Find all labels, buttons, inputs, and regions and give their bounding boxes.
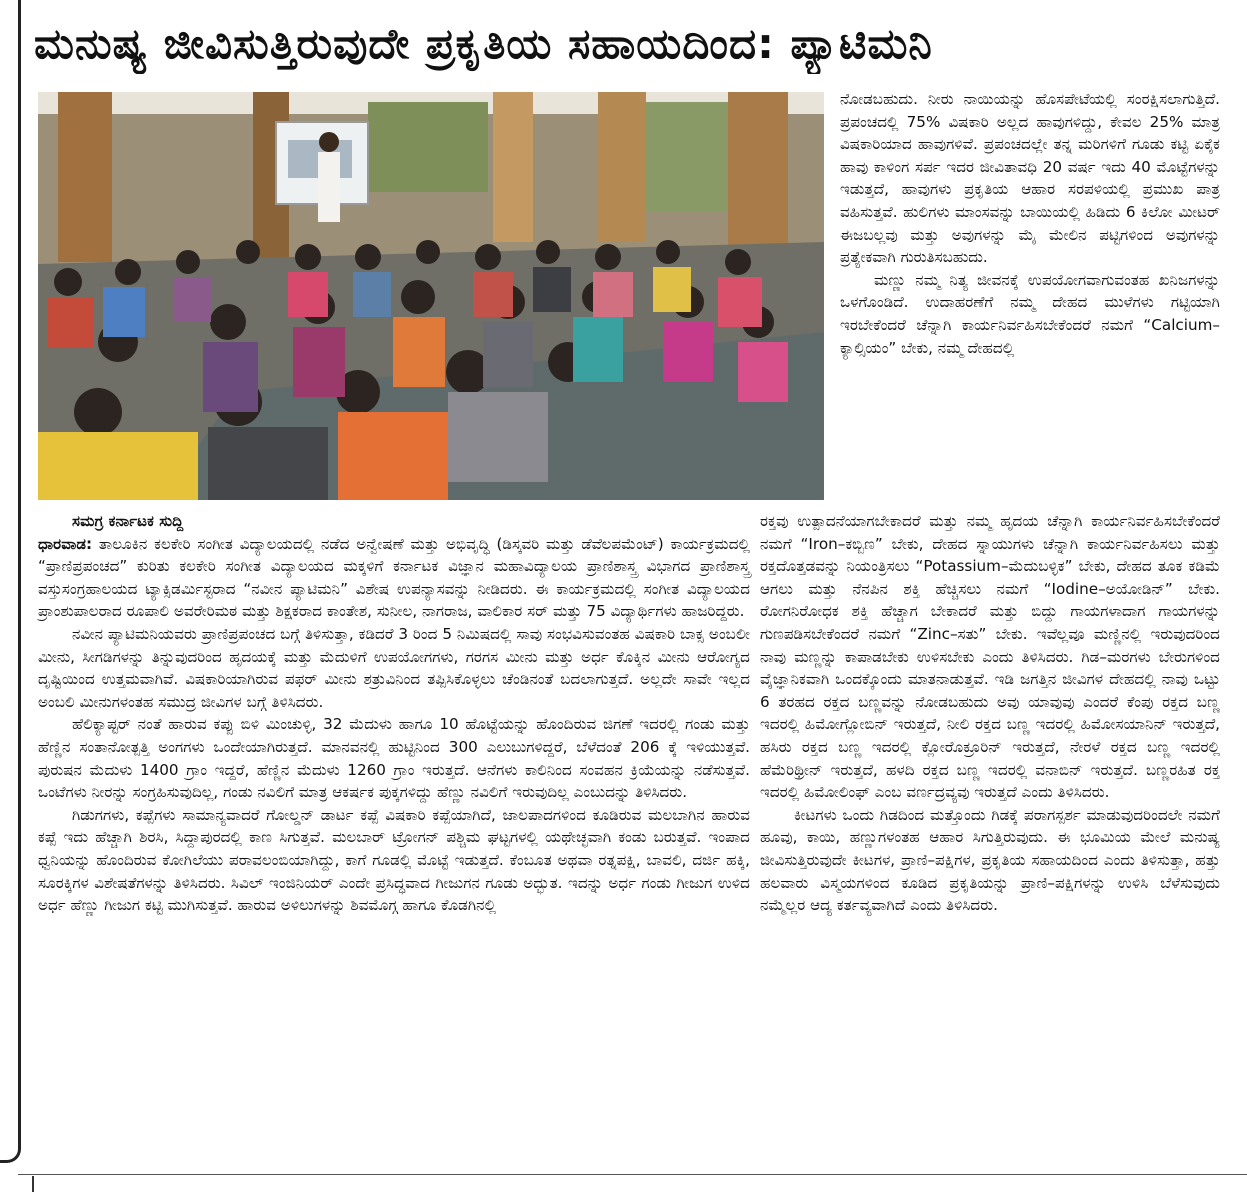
paragraph: ಮಣ್ಣು ನಮ್ಮ ನಿತ್ಯ ಜೀವನಕ್ಕೆ ಉಪಯೋಗವಾಗುವಂತಹ ಖನಿಜಗಳನ್ನು ಒಳಗೊಂಡಿದೆ. ಉದಾಹರಣೆಗೆ ನಮ್ಮ ದೇಹದ ಮುಳೆಗಳು ಗಟ್ಟಿಯಾಗಿ ಇರಬೇಕೆಂದರೆ ಚೆನ್ನಾಗಿ ಕಾರ್ಯನಿರ್ವಹಿಸಬೇಕೆಂದರೆ ನಮಗೆ “Calcium–ಕ್ಯಾಲ್ಸಿಯಂ” ಬೇಕು, ನಮ್ಮ ದೇಹದಲ್ಲಿ — [840, 270, 1220, 357]
headline: ಮನುಷ್ಯ ಜೀವಿಸುತ್ತಿರುವುದೇ ಪ್ರಕೃತಿಯ ಸಹಾಯದಿಂದ: ಪ್ಯಾಟಿಮನಿ — [34, 19, 933, 68]
article-column-right-bottom — [760, 510, 1220, 917]
article-column-right-top — [840, 88, 1220, 359]
paragraph: ರಕ್ತವು ಉತ್ಪಾದನೆಯಾಗಬೇಕಾದರೆ ಮತ್ತು ನಮ್ಮ ಹೃದಯ ಚೆನ್ನಾಗಿ ಕಾರ್ಯನಿರ್ವಹಿಸಬೇಕೆಂದರೆ ನಮಗೆ “Iron–ಕಬ್ಬಿಣ” ಬೇಕು, ದೇಹದ ಸ್ನಾಯುಗಳು ಚೆನ್ನಾಗಿ ಕಾರ್ಯನಿರ್ವಹಿಸಲು ಮತ್ತು ರಕ್ತದೊತ್ತಡವನ್ನು ನಿಯಂತ್ರಿಸಲು “Potassium–ಮೆದುಬಳ್ಳಿಕ” ಬೇಕು, ದೇಹದ ತೂಕ ಕಡಿಮೆ ಆಗಲು ಮತ್ತು ನೆನಪಿನ ಶಕ್ತಿ ಹೆಚ್ಚಿಸಲು ನಮಗೆ “Iodine–ಅಯೋಡಿನ್” ಬೇಕು. ರೋಗನಿರೋಧಕ ಶಕ್ತಿ ಹೆಚ್ಚಾಗ ಬೇಕಾದರೆ ಮತ್ತು ಬಿದ್ದು ಗಾಯಗಳಾದಾಗ ಗಾಯಗಳನ್ನು ಗುಣಪಡಿಸಬೇಕೆಂದರೆ ನಮಗೆ “Zinc–ಸತು” ಬೇಕು. ಇವೆಲ್ಲವೂ ಮಣ್ಣಿನಲ್ಲಿ ಇರುವುದರಿಂದ ನಾವು ಮಣ್ಣನ್ನು ಕಾಪಾಡಬೇಕು ಉಳಿಸಬೇಕು ಎಂದು ತಿಳಿಸಿದರು. ಗಿಡ–ಮರಗಳು ಬೇರುಗಳಿಂದ ವೈಜ್ಞಾನಿಕವಾಗಿ ಒಂದಕ್ಕೊಂದು ಮಾತನಾಡುತ್ತವೆ. ಇಡಿ ಜಗತ್ತಿನ ಜೀವಿಗಳ ದೇಹದಲ್ಲಿ ನಾವು ಒಟ್ಟು 6 ತರಹದ ರಕ್ತದ ಬಣ್ಣವನ್ನು ನೋಡಬಹುದು ಅವು ಯಾವುವು ಎಂದರೆ ಕೆಂಪು ರಕ್ತದ ಬಣ್ಣ ಇದರಲ್ಲಿ ಹಿಮೋಗ್ಲೋಬಿನ್ ಇರುತ್ತದೆ, ನೀಲಿ ರಕ್ತದ ಬಣ್ಣ ಇದರಲ್ಲಿ ಹಿಮೋಸಯಾನಿನ್ ಇರುತ್ತದೆ, ಹಸಿರು ರಕ್ತದ ಬಣ್ಣ ಇದರಲ್ಲಿ ಕ್ಲೋರೊಕ್ರೂರಿನ್ ಇರುತ್ತದೆ, ನೇರಳೆ ರಕ್ತದ ಬಣ್ಣ ಇದರಲ್ಲಿ ಹೆಮೆರಿಥ್ರೀನ್ ಇರುತ್ತದೆ, ಹಳದಿ ರಕ್ತದ ಬಣ್ಣ ಇದರಲ್ಲಿ ವನಾಬಿನ್ ಇರುತ್ತದೆ. ಬಣ್ಣರಹಿತ ರಕ್ತ ಇದರಲ್ಲಿ ಹಿಮೋಲಿಂಫ್ ಎಂಬ ವರ್ಣದ್ರವ್ಯವು ಇರುತ್ತದೆ ಎಂದು ತಿಳಿಸಿದರು. — [760, 512, 1220, 802]
page-border-tick — [32, 1176, 34, 1192]
article-column-left — [38, 510, 750, 917]
article-photo — [38, 92, 824, 500]
page-border-bottom — [18, 1174, 1247, 1175]
paragraph: ಕೀಟಗಳು ಒಂದು ಗಿಡದಿಂದ ಮತ್ತೊಂದು ಗಿಡಕ್ಕೆ ಪರಾಗಸ್ಪರ್ಶ ಮಾಡುವುದರಿಂದಲೇ ನಮಗೆ ಹೂವು, ಕಾಯಿ, ಹಣ್ಣುಗಳಂತಹ ಆಹಾರ ಸಿಗುತ್ತಿರುವುದು. ಈ ಭೂಮಿಯ ಮೇಲೆ ಮನುಷ್ಯ ಜೀವಿಸುತ್ತಿರುವುದೇ ಕೀಟಗಳ, ಪ್ರಾಣಿ–ಪಕ್ಷಿಗಳ, ಪ್ರಕೃತಿಯ ಸಹಾಯದಿಂದ ಎಂದು ತಿಳಿಸುತ್ತಾ, ಹತ್ತು ಹಲವಾರು ವಿಸ್ಮಯಗಳಿಂದ ಕೂಡಿದ ಪ್ರಕೃತಿಯನ್ನು ಪ್ರಾಣಿ–ಪಕ್ಷಿಗಳನ್ನು ಉಳಿಸಿ ಬೆಳೆಸುವುದು ನಮ್ಮೆಲ್ಲರ ಆದ್ಯ ಕರ್ತವ್ಯವಾಗಿದೆ ಎಂದು ತಿಳಿಸಿದರು. — [760, 805, 1220, 915]
paragraph: ಗಿಡುಗಗಳು, ಕಪ್ಪೆಗಳು ಸಾಮಾನ್ಯವಾದರೆ ಗೋಲ್ಡನ್ ಡಾರ್ಟ ಕಪ್ಪೆ ವಿಷಕಾರಿ ಕಪ್ಪೆಯಾಗಿದೆ, ಜಾಲಪಾದಗಳಿಂದ ಕೂಡಿರುವ ಮಲಬಾಗಿನ ಹಾರುವ ಕಪ್ಪೆ ಇದು ಹೆಚ್ಚಾಗಿ ಶಿರಸಿ, ಸಿದ್ದಾಪುರದಲ್ಲಿ ಕಾಣ ಸಿಗುತ್ತವೆ. ಮಲಬಾರ್ ಟ್ರೋಗನ್ ಪಶ್ಚಿಮ ಘಟ್ಟಗಳಲ್ಲಿ ಯಥೇಚ್ಛವಾಗಿ ಕಂಡು ಬರುತ್ತವೆ. ಇಂಪಾದ ಧ್ವನಿಯನ್ನು ಹೊಂದಿರುವ ಕೋಗಿಲೆಯು ಪರಾವಲಂಬಿಯಾಗಿದ್ದು, ಕಾಗೆ ಗೂಡಲ್ಲಿ ಮೊಟ್ಟೆ ಇಡುತ್ತದೆ. ಕೆಂಬೂತ ಅಥವಾ ರತ್ನಪಕ್ಷಿ, ಬಾವಲಿ, ದರ್ಜಿ ಹಕ್ಕಿ, ಸೂರಕ್ಕಿಗಳ ವಿಶೇಷತೆಗಳನ್ನು ತಿಳಿಸಿದರು. ಸಿವಿಲ್ ಇಂಜಿನಿಯರ್ ಎಂದೇ ಪ್ರಸಿದ್ಧವಾದ ಗೀಜುಗನ ಗೂಡು ಅದ್ಭುತ. ಇದನ್ನು ಅರ್ಧ ಗಂಡು ಗೀಜುಗ ಉಳಿದ ಅರ್ಧ ಹೆಣ್ಣು ಗೀಜುಗ ಕಟ್ಟಿ ಮುಗಿಸುತ್ತವೆ. ಹಾರುವ ಅಳಿಲುಗಳನ್ನು ಶಿವಮೊಗ್ಗ ಹಾಗೂ ಕೊಡಗಿನಲ್ಲಿ — [38, 805, 750, 915]
article-photo-illustration — [38, 92, 824, 500]
paragraph: ತಾಲೂಕಿನ ಕಲಕೇರಿ ಸಂಗೀತ ವಿದ್ಯಾಲಯದಲ್ಲಿ ನಡೆದ ಅನ್ವೇಷಣೆ ಮತ್ತು ಅಭಿವೃದ್ಧಿ (ಡಿಸ್ಕವರಿ ಮತ್ತು ಡೆವೆಲಪಮೆಂಟ್) ಕಾರ್ಯಕ್ರಮದಲ್ಲಿ “ಪ್ರಾಣಿಪ್ರಪಂಚದ” ಕುರಿತು ಕಲಕೇರಿ ಸಂಗೀತ ವಿದ್ಯಾಲಯದ ಮಕ್ಕಳಿಗೆ ಕರ್ನಾಟಕ ವಿಜ್ಞಾನ ಮಹಾವಿದ್ಯಾಲಯ ಪ್ರಾಣಿಶಾಸ್ತ್ರ ವಿಭಾಗದ ಪ್ರಾಣಿಶಾಸ್ತ್ರ ವಸ್ತುಸಂಗ್ರಹಾಲಯದ ಟ್ಯಾಕ್ಸಿಡರ್ಮಿಸ್ಟರಾದ “ನವೀನ ಪ್ಯಾಟಿಮನಿ” ವಿಶೇಷ ಉಪನ್ಯಾಸವನ್ನು ನೀಡಿದರು. ಈ ಕಾರ್ಯಕ್ರಮದಲ್ಲಿ ಸಂಗೀತ ವಿದ್ಯಾಲಯದ ಪ್ರಾಂಶುಪಾಲರಾದ ರೂಪಾಲಿ ಅವರೇರಿಮಠ ಮತ್ತು ಶಿಕ್ಷಕರಾದ ಕಾಂತೇಶ, ಸುನೀಲ, ನಾಗರಾಜ, ವಾಲಿಕಾರ ಸರ್ ಮತ್ತು 75 ವಿದ್ಯಾರ್ಥಿಗಳು ಹಾಜರಿದ್ದರು. — [38, 534, 751, 621]
paragraph: ಹೆಲಿಕ್ಯಾಪ್ಟರ್ ನಂತೆ ಹಾರುವ ಕಪ್ಪು ಬಿಳಿ ಮಿಂಚುಳ್ಳಿ, 32 ಮೆದುಳು ಹಾಗೂ 10 ಹೊಟ್ಟೆಯನ್ನು ಹೊಂದಿರುವ ಜಿಗಣೆ ಇದರಲ್ಲಿ ಗಂಡು ಮತ್ತು ಹೆಣ್ಣಿನ ಸಂತಾನೋತ್ಪತ್ತಿ ಅಂಗಗಳು ಒಂದೇಯಾಗಿರುತ್ತದೆ. ಮಾನವನಲ್ಲಿ ಹುಟ್ಟಿನಿಂದ 300 ಎಲುಬುಗಳಿದ್ದರೆ, ಬೆಳೆದಂತೆ 206 ಕ್ಕೆ ಇಳಿಯುತ್ತವೆ. ಪುರುಷನ ಮೆದುಳು 1400 ಗ್ರಾಂ ಇದ್ದರೆ, ಹೆಣ್ಣಿನ ಮೆದುಳು 1260 ಗ್ರಾಂ ಇರುತ್ತದೆ. ಆನೆಗಳು ಕಾಲಿನಿಂದ ಸಂವಹನ ಕ್ರಿಯೆಯನ್ನು ನಡೆಸುತ್ತವೆ. ಒಂಟೆಗಳು ನೀರನ್ನು ಸಂಗ್ರಹಿಸುವುದಿಲ್ಲ, ಗಂಡು ನವಿಲಿಗೆ ಮಾತ್ರ ಆಕರ್ಷಕ ಪುಕ್ಕಗಳಿದ್ದು ಹೆಣ್ಣು ನವಿಲಿಗೆ ಇರುವುದಿಲ್ಲ ಎಂಬುದನ್ನು ತಿಳಿಸಿದರು. — [38, 715, 750, 802]
paragraph: ನೋಡಬಹುದು. ನೀರು ನಾಯಿಯನ್ನು ಹೊಸಪೇಟೆಯಲ್ಲಿ ಸಂರಕ್ಷಿಸಲಾಗುತ್ತಿದೆ. ಪ್ರಪಂಚದಲ್ಲಿ 75% ವಿಷಕಾರಿ ಅಲ್ಲದ ಹಾವುಗಳಿದ್ದು, ಕೇವಲ 25% ಮಾತ್ರ ವಿಷಕಾರಿಯಾದ ಹಾವುಗಳಿವೆ. ಪ್ರಪಂಚದಲ್ಲೇ ತನ್ನ ಮರಿಗಳಿಗೆ ಗೂಡು ಕಟ್ಟಿ ಏಕೈಕ ಹಾವು ಕಾಳಿಂಗ ಸರ್ಪ ಇದರ ಜೀವಿತಾವಧಿ 20 ವರ್ಷ ಇದು 40 ಮೊಟ್ಟೆಗಳನ್ನು ಇಡುತ್ತದೆ, ಹಾವುಗಳು ಪ್ರಕೃತಿಯ ಆಹಾರ ಸರಪಳಿಯಲ್ಲಿ ಪ್ರಮುಖ ಪಾತ್ರ ವಹಿಸುತ್ತವೆ. ಹುಲಿಗಳು ಮಾಂಸವನ್ನು ಬಾಯಿಯಲ್ಲಿ ಹಿಡಿದು 6 ಕಿಲೋ ಮೀಟರ್ ಈಜಬಲ್ಲವು ಮತ್ತು ಅವುಗಳನ್ನು ಮೈ ಮೇಲಿನ ಪಟ್ಟಿಗಳಿಂದ ಅವುಗಳನ್ನು ಪ್ರತ್ಯೇಕವಾಗಿ ಗುರುತಿಸಬಹುದು. — [840, 90, 1220, 267]
paragraph: ನವೀನ ಪ್ಯಾಟಿಮನಿಯವರು ಪ್ರಾಣಿಪ್ರಪಂಚದ ಬಗ್ಗೆ ತಿಳಿಸುತ್ತಾ, ಕಡಿದರೆ 3 ರಿಂದ 5 ನಿಮಿಷದಲ್ಲಿ ಸಾವು ಸಂಭವಿಸುವಂತಹ ವಿಷಕಾರಿ ಬಾಕ್ಸ ಅಂಬಲೀ ಮೀನು, ಸೀಗಡಿಗಳನ್ನು ತಿನ್ನುವುದರಿಂದ ಹೃದಯಕ್ಕೆ ಮತ್ತು ಮೆದುಳಿಗೆ ಉಪಯೋಗಗಳು, ಗರಗಸ ಮೀನು ಮತ್ತು ಅರ್ಧ ಕೊಕ್ಕಿನ ಮೀನು ಆರೋಗ್ಯದ ದೃಷ್ಟಿಯಿಂದ ಉತ್ತಮವಾಗಿವೆ. ವಿಷಕಾರಿಯಾಗಿರುವ ಪಫರ್ ಮೀನು ಶತ್ರುವಿನಿಂದ ತಪ್ಪಿಸಿಕೊಳ್ಳಲು ಚೆಂಡಿನಂತೆ ಬದಲಾಗುತ್ತದೆ. ಅಲ್ಲದೇ ಸಾವೇ ಇಲ್ಲದ ಅಂಬಲಿ ಮೀನುಗಳಂತಹ ಸಮುದ್ರ ಜೀವಿಗಳ ಬಗ್ಗೆ ತಿಳಿಸಿದರು. — [38, 624, 750, 711]
dateline: ಧಾರವಾಡ: — [38, 534, 93, 553]
page-border-left — [0, 0, 21, 1163]
byline: ಸಮಗ್ರ ಕರ್ನಾಟಕ ಸುದ್ದಿ — [72, 512, 184, 530]
